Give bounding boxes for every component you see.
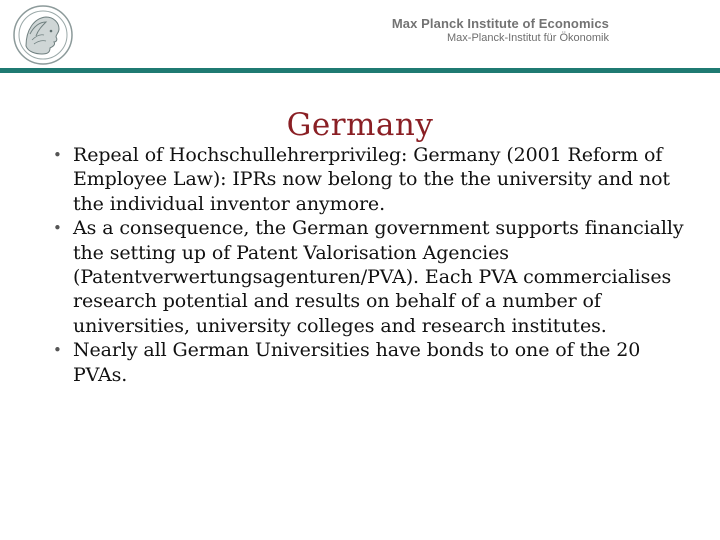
minerva-seal-icon: [12, 4, 74, 66]
slide-title: Germany: [286, 106, 434, 143]
slide-header: [0, 0, 720, 72]
institute-name: Max Planck Institute of Economics: [391, 16, 609, 31]
bullet-list: [50, 143, 690, 387]
bullet-text: As a consequence, the German government supports financially the setting up of Patent Valorisation Agencies (Patentverwertungsagenturen/PVA). Each PVA commercialises research potential and results on behalf of a number of universities, university colleges and research institutes.: [73, 217, 684, 337]
bullet-icon: •: [53, 146, 62, 164]
bullet-icon: •: [53, 341, 62, 360]
bullet-item: [50, 143, 690, 216]
header-divider: [0, 68, 720, 73]
bullet-text: Repeal of Hochschullehrerprivileg: Germany (2001 Reform of Employee Law): IPRs now belong to the the university and not the individual inventor anymore.: [73, 144, 670, 215]
institute-subtitle: Max-Planck-Institut für Ökonomik: [447, 32, 609, 44]
bullet-item: [50, 216, 690, 338]
bullet-text: Nearly all German Universities have bonds to one of the 20 PVAs.: [73, 339, 641, 386]
bullet-item: [50, 338, 690, 387]
bullet-icon: •: [53, 219, 62, 238]
